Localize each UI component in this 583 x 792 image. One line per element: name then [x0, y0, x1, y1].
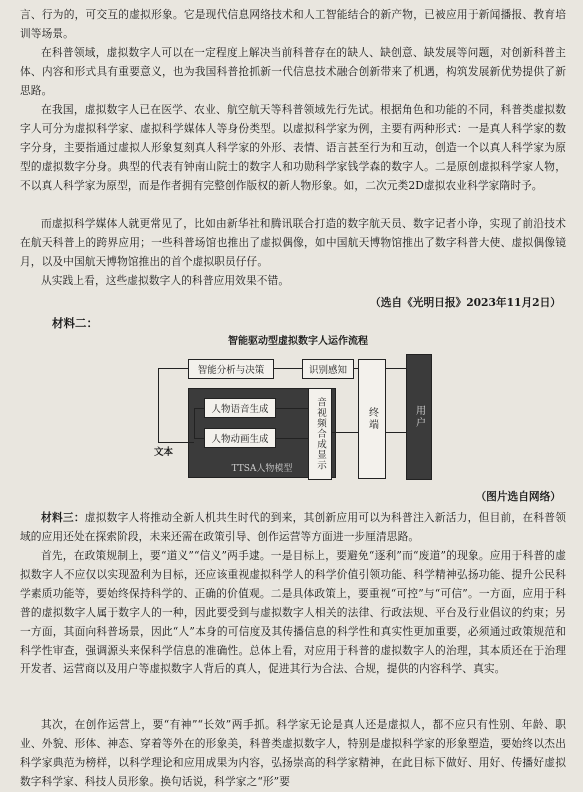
- flow-diagram: [148, 332, 448, 482]
- analysis-decision-box: [188, 359, 274, 379]
- av-synthesis-label: 音视频合成显示: [315, 397, 326, 471]
- animation-generation-label: 人物动画生成: [211, 434, 269, 445]
- paragraph-3: 在我国，虚拟数字人已在医学、农业、航空航天等科普领域先行先试。根据角色和功能的不同，科普类虚拟数字人可分为虚拟科学家、虚拟科学媒体人等身份类型。以虚拟科学家为例，主要有两种形式：一是真人科学家的数字分身，主要指通过虚拟人形象复刻真人科学家的外形、表情、语言甚至行为和互动，创造一个以真人科学家为原型的虚拟数字分身。典型的代表有钟南山院士的数字人和功勋科学家钱学森的数字人。二是原创虚拟科学家人物，不以真人科学家为原型，而是作者拥有完整创作版权的新人物形象。如，二次元类2D虚拟农业科学家隋时予。: [20, 103, 566, 192]
- paragraph-1: 言、行为的，可交互的虚拟形象。它是现代信息网络技术和人工智能结合的新产物，已被应用于新闻播报、教育培训等场景。: [20, 8, 566, 40]
- source-citation-2: （图片选自网络）: [475, 490, 561, 503]
- paragraph-4: 而虚拟科学媒体人就更常见了，比如由新华社和腾讯联合打造的数字航天员、数字记者小诤，实现了前沿技术在航天科普上的跨界应用；一些科普场馆也推出了虚拟偶像，如中国航天博物馆推出了数字科普大使、虚拟偶像镜月，以及中国航天博物馆推出的首个虚拟职员仔仔。: [20, 217, 566, 268]
- user-label: 用户: [413, 405, 425, 429]
- paragraph-5: 从实践上看，这些虚拟数字人的科普应用效果不错。: [41, 274, 290, 287]
- material-2-heading: 材料二：: [52, 316, 98, 330]
- speech-generation-label: 人物语音生成: [211, 404, 269, 415]
- analysis-decision-label: 智能分析与决策: [197, 365, 265, 376]
- material-3-heading: 材料三：: [41, 511, 85, 524]
- diagram-title: 智能驱动型虚拟数字人运作流程: [228, 336, 368, 347]
- user-box: [406, 354, 432, 480]
- terminal-box: [358, 359, 386, 479]
- paragraph-8: 其次，在创作运营上，要“有神”“长效”两手抓。科学家无论是真人还是虚拟人，都不应只有性别、年龄、职业、外貌、形体、神态、穿着等外在的形象美，科普类虚拟数字人，特别是虚拟科学家的形象塑造，要始终以杰出科学家典范为榜样，以科学理论和应用成果为内容，弘扬崇高的科学家精神，在此目标下做好、用好、传播好虚拟数字科学家、科技人员形象。换句话说，科学家之“形”要: [20, 718, 566, 788]
- perception-label: 识别感知: [308, 365, 347, 376]
- paragraph-2: 在科普领域，虚拟数字人可以在一定程度上解决当前科普存在的缺人、缺创意、缺发展等问题，对创新科普主体、内容和形式具有重要意义，也为我国科普抢抓新一代信息技术融合创新带来了机遇，构筑发展新优势提供了新思路。: [20, 46, 566, 97]
- speech-generation-box: [204, 398, 276, 418]
- paragraph-7: 首先，在政策规制上，要“道义”“信义”两手逮。一是目标上，要避免“逐利”而“废道”的现象。应用于科普的虚拟数字人不应仅以实现盈利为目标，还应该重视虚拟科学人的科学价值引领功能、科学精神弘扬功能、提升公民科学素质功能等，要始终保持科学的、正确的价值观。二是具体政策上，要重视“可控”与“可信”。一方面，应用于科普的虚拟数字人属于数字人的一种，因此要受到与虚拟数字人相关的法律、行政法规、平台及行业倡议的约束；另一方面，其面向科普场景，因此“人”本身的可信度及其传播信息的科学性和真实性更加重要，必须通过政策规范和科学性审查，强调源头来保科学信息的准确性。总体上看，对应用于科普的虚拟数字人的治理，其本质还在于治理开发者、运营商以及用户等虚拟数字人背后的真人，促进其行为合法、合规，提供的内容科学、真实。: [20, 549, 566, 676]
- paragraph-6: [20, 509, 566, 547]
- paragraph-6-text: 虚拟数字人将推动全新人机共生时代的到来，其创新应用可以为科普注入新活力，但目前，在科普领域的应用还处在探索阶段，未来还需在政策引导、创作运营等方面进一步厘清思路。: [20, 511, 566, 543]
- perception-box: [302, 359, 354, 379]
- ttsa-model-caption: TTSA人物模型: [231, 464, 293, 474]
- source-citation-1: （选自《光明日报》2023年11月2日）: [370, 296, 561, 309]
- text-label: 文本: [154, 447, 174, 458]
- terminal-label: 终端: [366, 407, 378, 431]
- animation-generation-box: [204, 428, 276, 448]
- av-synthesis-box: [308, 388, 332, 480]
